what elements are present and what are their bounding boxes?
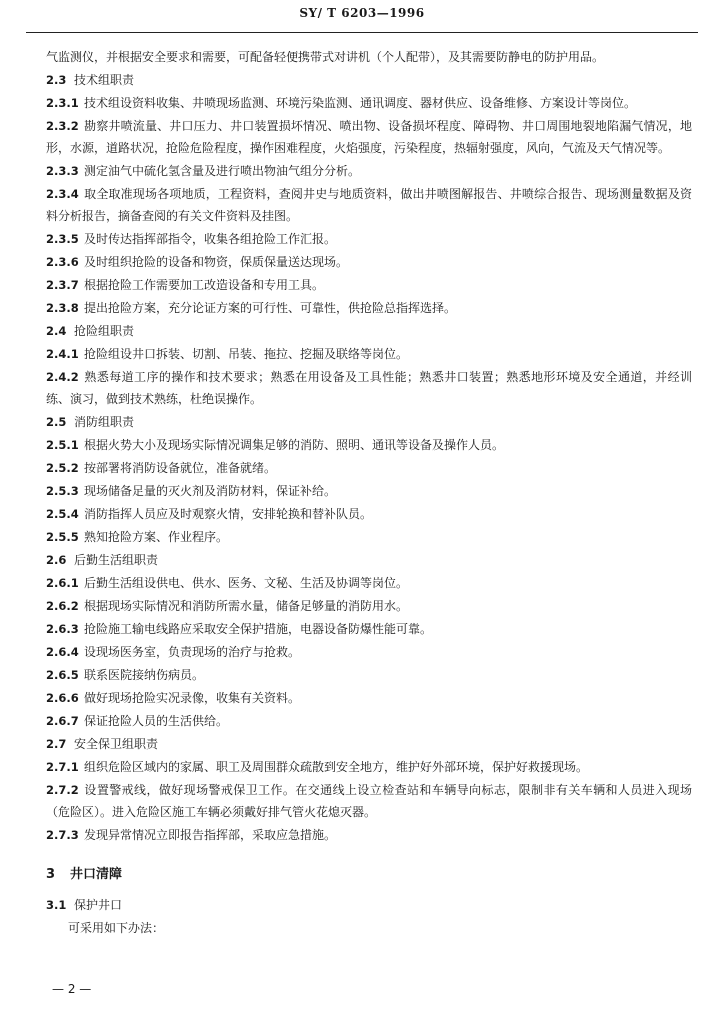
clause-text: 及时传达指挥部指令，收集各组抢险工作汇报。: [84, 232, 337, 246]
section-number: 3.1: [46, 898, 67, 912]
clause-number: 2.5.5: [46, 530, 79, 544]
clause-item: [46, 480, 692, 502]
clause-text: 消防指挥人员应及时观察火情，安排轮换和替补队员。: [84, 507, 373, 521]
clause-item: [46, 641, 692, 663]
section-number: 2.6: [46, 553, 67, 567]
clause-item: [46, 503, 692, 525]
section-heading: [46, 69, 692, 91]
clause-item: [46, 251, 692, 273]
paragraph-continuation: 气监测仪，并根据安全要求和需要，可配备轻便携带式对讲机（个人配带），及其需要防静电的防护用品。: [46, 50, 605, 64]
clause-number: 2.3.6: [46, 255, 79, 269]
clause-number: 2.5.2: [46, 461, 79, 475]
clause-item: [46, 824, 692, 846]
clause-item: [46, 664, 692, 686]
clause-text: 按部署将消防设备就位，准备就绪。: [84, 461, 277, 475]
section-number: 2.5: [46, 415, 67, 429]
clause-item: [46, 343, 692, 365]
clause-number: 2.6.3: [46, 622, 79, 636]
clause-text: 联系医院接纳伤病员。: [84, 668, 205, 682]
clause-number: 2.6.6: [46, 691, 79, 705]
clause-item: [46, 160, 692, 182]
clause-number: 2.6.4: [46, 645, 79, 659]
clause-number: 2.7.1: [46, 760, 79, 774]
clause-text: 组织危险区域内的家属、职工及周围群众疏散到安全地方，维护好外部环境，保护好救援现场。: [84, 760, 589, 774]
clause-item: [46, 366, 692, 410]
clause-text: 设现场医务室，负责现场的治疗与抢救。: [84, 645, 301, 659]
clause-text: 做好现场抢险实况录像，收集有关资料。: [84, 691, 301, 705]
clause-number: 2.4.2: [46, 370, 79, 384]
chapter-heading: [46, 864, 692, 886]
clause-text: 保证抢险人员的生活供给。: [84, 714, 229, 728]
page-number: — 2 —: [52, 982, 92, 996]
section-2-content: [46, 46, 692, 846]
clause-item: [46, 779, 692, 823]
clause-text: 测定油气中硫化氢含量及进行喷出物油气组分分析。: [84, 164, 361, 178]
page-header: [0, 0, 724, 36]
clause-text: 勘察井喷流量、井口压力、井口装置损坏情况、喷出物、设备损坏程度、障碍物、井口周围地裂地陷漏气情况，地形，水源，道路状况，抢险危险程度，操作困难程度，火焰强度，污染程度，热辐射强度，风向，气流及天气情况等。: [46, 119, 692, 155]
clause-text: 取全取准现场各项地质，工程资料，查阅井史与地质资料，做出井喷图解报告、井喷综合报告、现场测量数据及资料分析报告，摘备查阅的有关文件资料及挂图。: [46, 187, 692, 223]
clause-text: 熟知抢险方案、作业程序。: [84, 530, 229, 544]
clause-text: 根据现场实际情况和消防所需水量，储备足够量的消防用水。: [84, 599, 409, 613]
document-body: [46, 46, 692, 940]
clause-item: [46, 228, 692, 250]
clause-item: [46, 92, 692, 114]
clause-text: 后勤生活组设供电、供水、医务、文秘、生活及协调等岗位。: [84, 576, 409, 590]
section-heading: [46, 320, 692, 342]
section-number: 2.4: [46, 324, 67, 338]
clause-item: [46, 115, 692, 159]
clause-item: [46, 274, 692, 296]
clause-item: [46, 756, 692, 778]
paragraph-indented: 可采用如下办法：: [68, 921, 165, 935]
clause-number: 2.3.5: [46, 232, 79, 246]
clause-number: 2.6.7: [46, 714, 79, 728]
section-heading: [46, 733, 692, 755]
section-heading: [46, 549, 692, 571]
section-title: 技术组职责: [74, 73, 135, 87]
clause-number: 2.5.4: [46, 507, 79, 521]
section-number: 2.7: [46, 737, 67, 751]
clause-number: 2.3.8: [46, 301, 79, 315]
clause-item: [46, 526, 692, 548]
clause-text: 发现异常情况立即报告指挥部，采取应急措施。: [84, 828, 337, 842]
clause-text: 根据抢险工作需要加工改造设备和专用工具。: [84, 278, 325, 292]
clause-number: 2.3.7: [46, 278, 79, 292]
clause-text: 抢险施工输电线路应采取安全保护措施，电器设备防爆性能可靠。: [84, 622, 433, 636]
section-title: 安全保卫组职责: [74, 737, 159, 751]
section-heading: [46, 411, 692, 433]
clause-text: 提出抢险方案，充分论证方案的可行性、可靠性，供抢险总指挥选择。: [84, 301, 457, 315]
section-3-content: [46, 894, 692, 939]
clause-item: [46, 618, 692, 640]
clause-item: [46, 572, 692, 594]
clause-number: 2.7.3: [46, 828, 79, 842]
clause-number: 2.6.1: [46, 576, 79, 590]
section-number: 2.3: [46, 73, 67, 87]
header-rule: [26, 32, 698, 33]
clause-number: 2.3.4: [46, 187, 79, 201]
clause-number: 2.6.5: [46, 668, 79, 682]
chapter-number: 3: [46, 867, 56, 882]
section-title: 抢险组职责: [74, 324, 135, 338]
clause-number: 2.3.2: [46, 119, 79, 133]
clause-text: 熟悉每道工序的操作和技术要求；熟悉在用设备及工具性能；熟悉井口装置；熟悉地形环境及安全通道，并经训练、演习，做到技术熟练，杜绝误操作。: [46, 370, 692, 406]
standard-code: SY/ T 6203—1996: [299, 6, 425, 20]
clause-number: 2.5.1: [46, 438, 79, 452]
clause-item: [46, 457, 692, 479]
section-heading: [46, 894, 692, 916]
clause-text: 设置警戒线，做好现场警戒保卫工作。在交通线上设立检查站和车辆导向标志，限制非有关车辆和人员进入现场（危险区）。进入危险区施工车辆必须戴好排气管火花熄灭器。: [46, 783, 692, 819]
section-title: 后勤生活组职责: [74, 553, 159, 567]
clause-item: [46, 434, 692, 456]
clause-text: 抢险组设井口拆装、切割、吊装、拖拉、挖掘及联络等岗位。: [84, 347, 409, 361]
clause-item: [46, 183, 692, 227]
clause-item: [46, 595, 692, 617]
section-title: 消防组职责: [74, 415, 135, 429]
clause-number: 2.3.3: [46, 164, 79, 178]
clause-number: 2.4.1: [46, 347, 79, 361]
clause-number: 2.7.2: [46, 783, 79, 797]
clause-item: [46, 297, 692, 319]
clause-text: 及时组织抢险的设备和物资，保质保量送达现场。: [84, 255, 349, 269]
clause-item: [46, 710, 692, 732]
clause-number: 2.5.3: [46, 484, 79, 498]
clause-text: 根据火势大小及现场实际情况调集足够的消防、照明、通讯等设备及操作人员。: [84, 438, 505, 452]
clause-number: 2.3.1: [46, 96, 79, 110]
clause-text: 技术组设资料收集、井喷现场监测、环境污染监测、通讯调度、器材供应、设备维修、方案设计等岗位。: [84, 96, 637, 110]
section-title: 保护井口: [74, 898, 123, 912]
clause-text: 现场储备足量的灭火剂及消防材料，保证补给。: [84, 484, 337, 498]
clause-number: 2.6.2: [46, 599, 79, 613]
chapter-title: 井口清障: [70, 867, 123, 882]
clause-item: [46, 687, 692, 709]
